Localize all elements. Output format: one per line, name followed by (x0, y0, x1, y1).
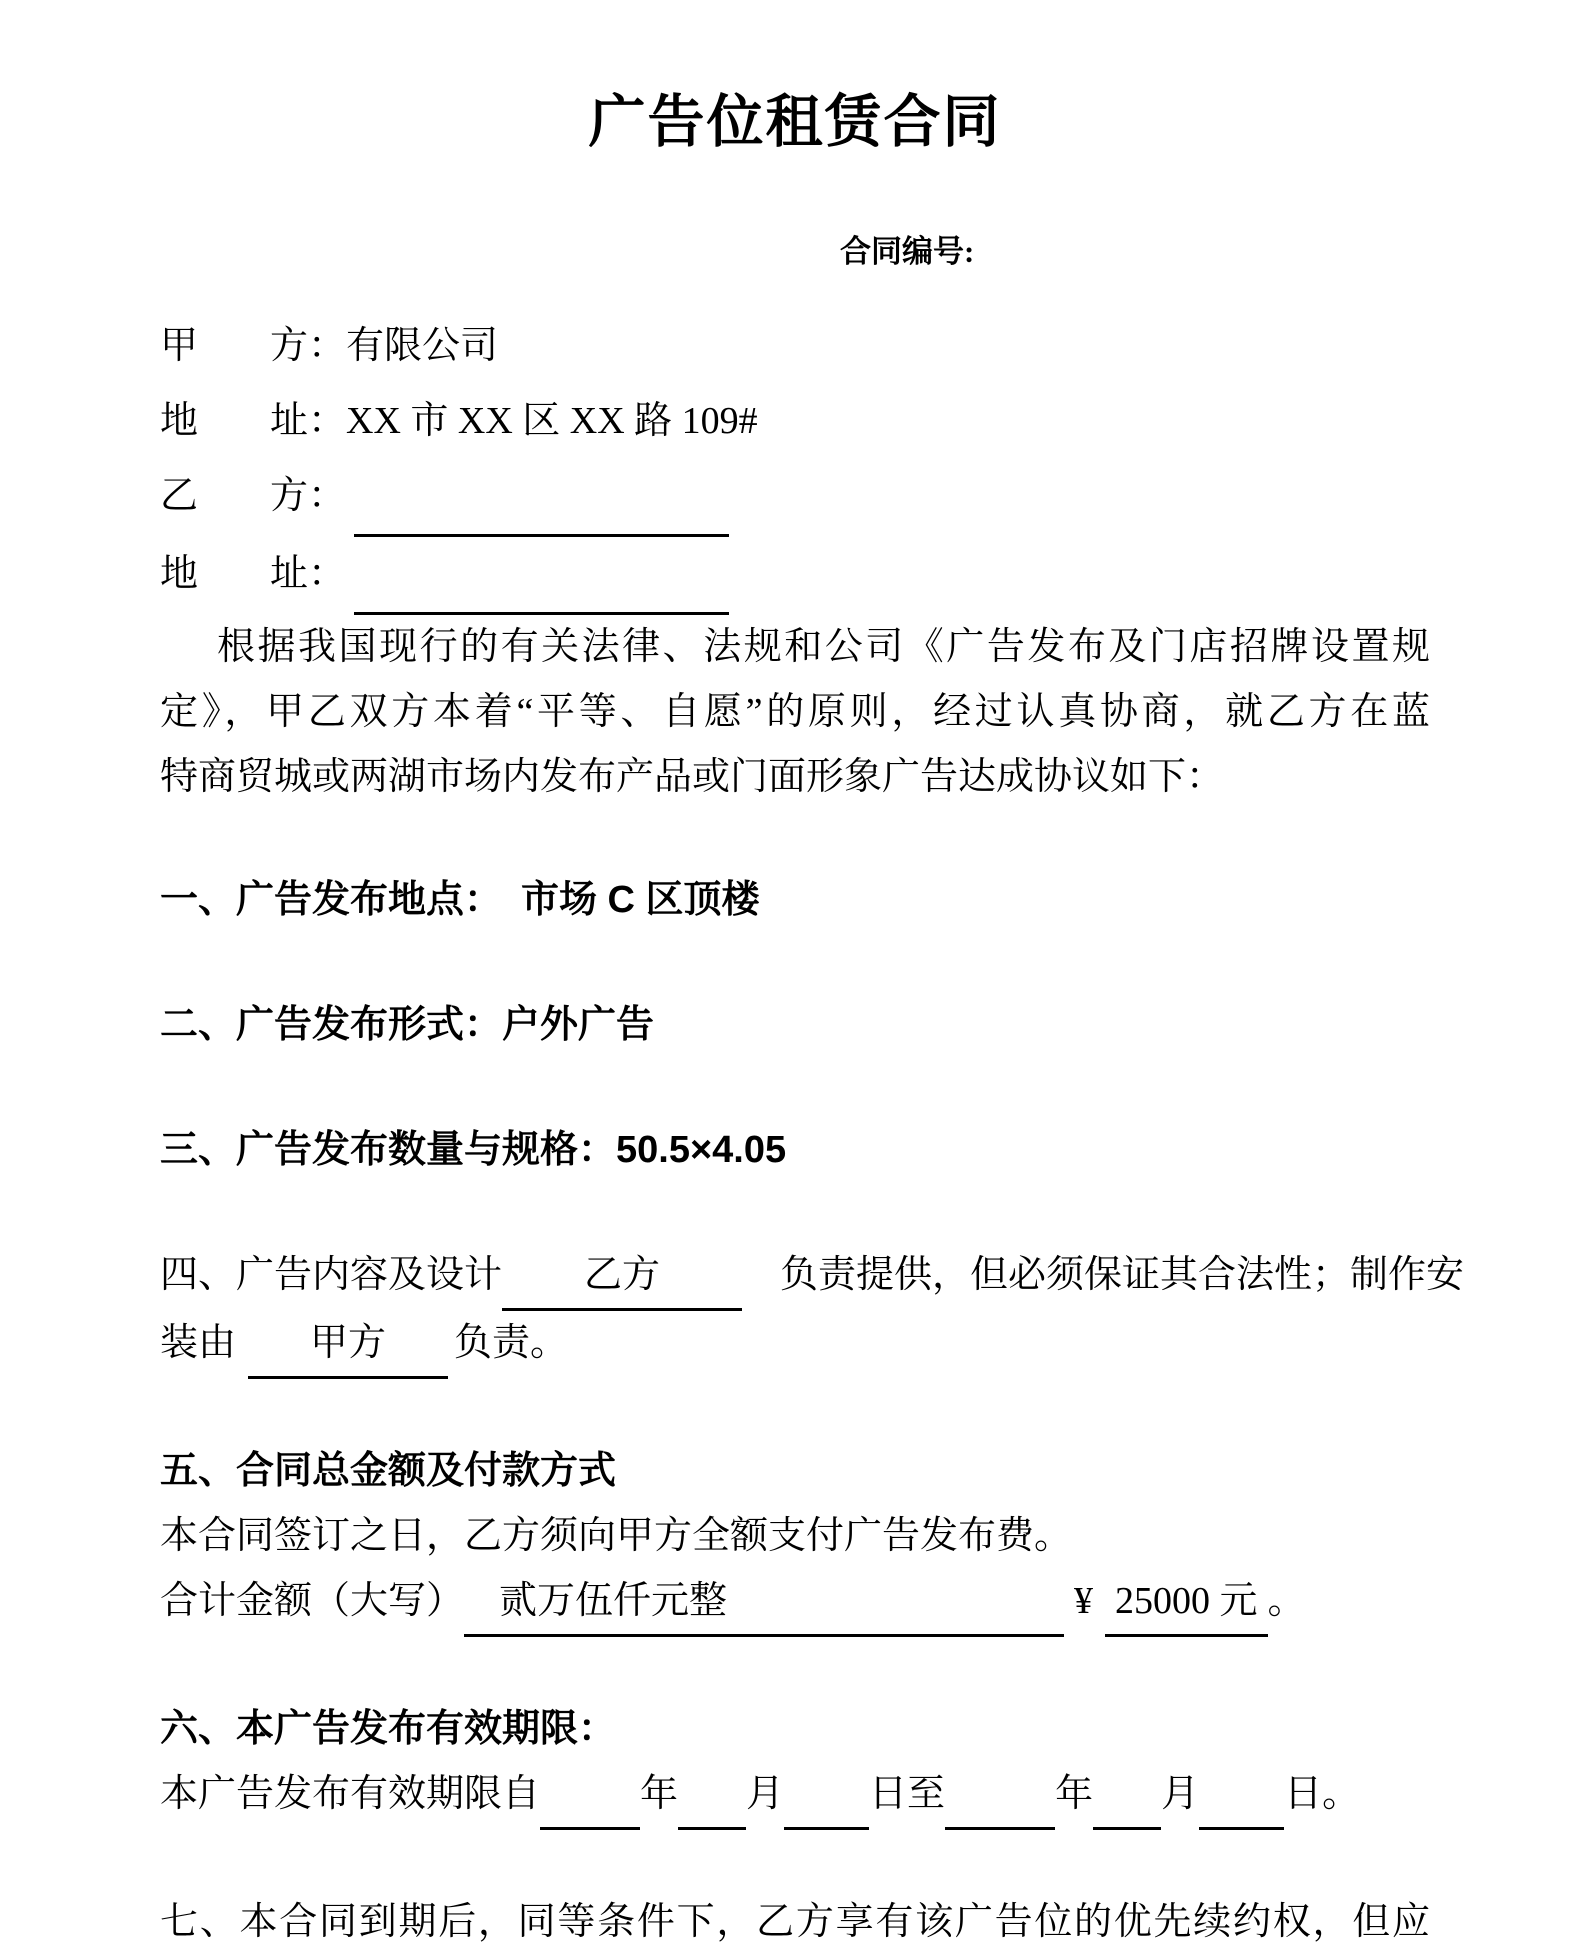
clause-5-payment-terms: 本合同签订之日，乙方须向甲方全额支付广告发布费。 (160, 1515, 1073, 1557)
spacer (160, 1058, 1430, 1118)
clause-5-heading: 五、合同总金额及付款方式 (160, 1450, 617, 1492)
party-a-address-row (160, 384, 1430, 459)
party-a-label-char: 甲 (160, 325, 199, 367)
spacer (160, 1637, 1430, 1697)
party-b-address-fill-blank (354, 537, 729, 615)
validity-text-pre: 本广告发布有效期限自 (160, 1773, 541, 1815)
day-end-label: 日。 (1284, 1773, 1361, 1815)
party-b-label-char: 乙 (160, 475, 199, 517)
clause-4-text-mid: 负责提供，但必须保证其合法性；制作安 (742, 1254, 1465, 1296)
month-label-2: 月 (1161, 1773, 1200, 1815)
preamble-line-1: 根据我国现行的有关法律、法规和公司《广告发布及门店招牌设置规 (217, 626, 1430, 668)
party-b-label-rest: 方： (270, 475, 347, 517)
spacer (160, 810, 1430, 868)
party-a-row (160, 309, 1430, 384)
party-b-fill-in (502, 1243, 742, 1311)
validity-period-line (160, 1762, 1430, 1830)
clause-3-spec: 三、广告发布数量与规格：50.5×4.05 (160, 1129, 787, 1171)
end-day-fill (1199, 1762, 1284, 1830)
clause-2-form: 二、广告发布形式：户外广告 (160, 1004, 655, 1046)
spacer (160, 933, 1430, 993)
start-day-fill (784, 1762, 869, 1830)
start-month-fill (678, 1762, 746, 1830)
clause-4-content-design (160, 1243, 1465, 1379)
clause-4-line-2 (160, 1311, 1430, 1379)
party-info-block (160, 309, 1430, 615)
spacer (160, 1830, 1430, 1890)
party-a-value: 有限公司 (346, 325, 499, 367)
address-label-rest: 址： (270, 400, 347, 442)
address-label-char: 地 (160, 400, 199, 442)
party-b-fill-blank (354, 459, 729, 537)
clause-4-line-1 (160, 1243, 1465, 1311)
clause-5-payment (160, 1439, 1430, 1637)
year-label-2: 年 (1055, 1773, 1094, 1815)
amount-label: 合计金额（大写） (160, 1580, 465, 1622)
address-label-char: 地 (160, 553, 199, 595)
preamble-line-3: 特商贸城或两湖市场内发布产品或门面形象广告达成协议如下： (160, 756, 1225, 798)
document-title: 广告位租赁合同 (588, 90, 1002, 154)
party-b-fill-text: 乙方 (584, 1254, 661, 1296)
party-b-row (160, 459, 1430, 537)
clause-1-location: 一、广告发布地点： 市场 C 区顶楼 (160, 879, 760, 921)
amount-figures-text: 25000 元 (1115, 1580, 1258, 1622)
spacer (160, 1183, 1430, 1243)
clause-6-heading: 六、本广告发布有效期限： (160, 1708, 617, 1750)
party-a-fill-text: 甲方 (310, 1322, 387, 1364)
spacer (160, 1379, 1430, 1439)
day-to-label: 日至 (869, 1773, 946, 1815)
start-year-fill (540, 1762, 640, 1830)
amount-words-fill (464, 1569, 1064, 1637)
preamble-line-2: 定》，甲乙双方本着“平等、自愿”的原则，经过认真协商，就乙方在蓝 (160, 691, 1430, 733)
year-label-1: 年 (640, 1773, 679, 1815)
total-amount-line (160, 1569, 1430, 1637)
preamble-paragraph (160, 615, 1430, 810)
month-label-1: 月 (746, 1773, 785, 1815)
clause-4-text-post: 负责。 (454, 1322, 569, 1364)
address-label-rest: 址： (270, 553, 347, 595)
party-a-address-value: XX 市 XX 区 XX 路 109# (346, 400, 758, 442)
party-a-label-rest: 方： (270, 325, 347, 367)
sentence-period: 。 (1267, 1580, 1306, 1622)
clause-7-renewal: 七、本合同到期后，同等条件下，乙方享有该广告位的优先续约权，但应 (160, 1901, 1430, 1943)
party-a-fill-in (248, 1311, 448, 1379)
amount-words-text: 贰万伍仟元整 (499, 1580, 728, 1622)
currency-symbol: ¥ (1074, 1580, 1094, 1622)
end-month-fill (1093, 1762, 1161, 1830)
clause-4-text-pre: 四、广告内容及设计 (160, 1254, 503, 1296)
party-b-address-row (160, 537, 1430, 615)
amount-figures-fill (1105, 1569, 1268, 1637)
end-year-fill (945, 1762, 1055, 1830)
contract-number-label: 合同编号: (840, 234, 975, 269)
clause-6-validity (160, 1697, 1430, 1830)
clause-4-text-pre2: 装由 (160, 1322, 237, 1364)
